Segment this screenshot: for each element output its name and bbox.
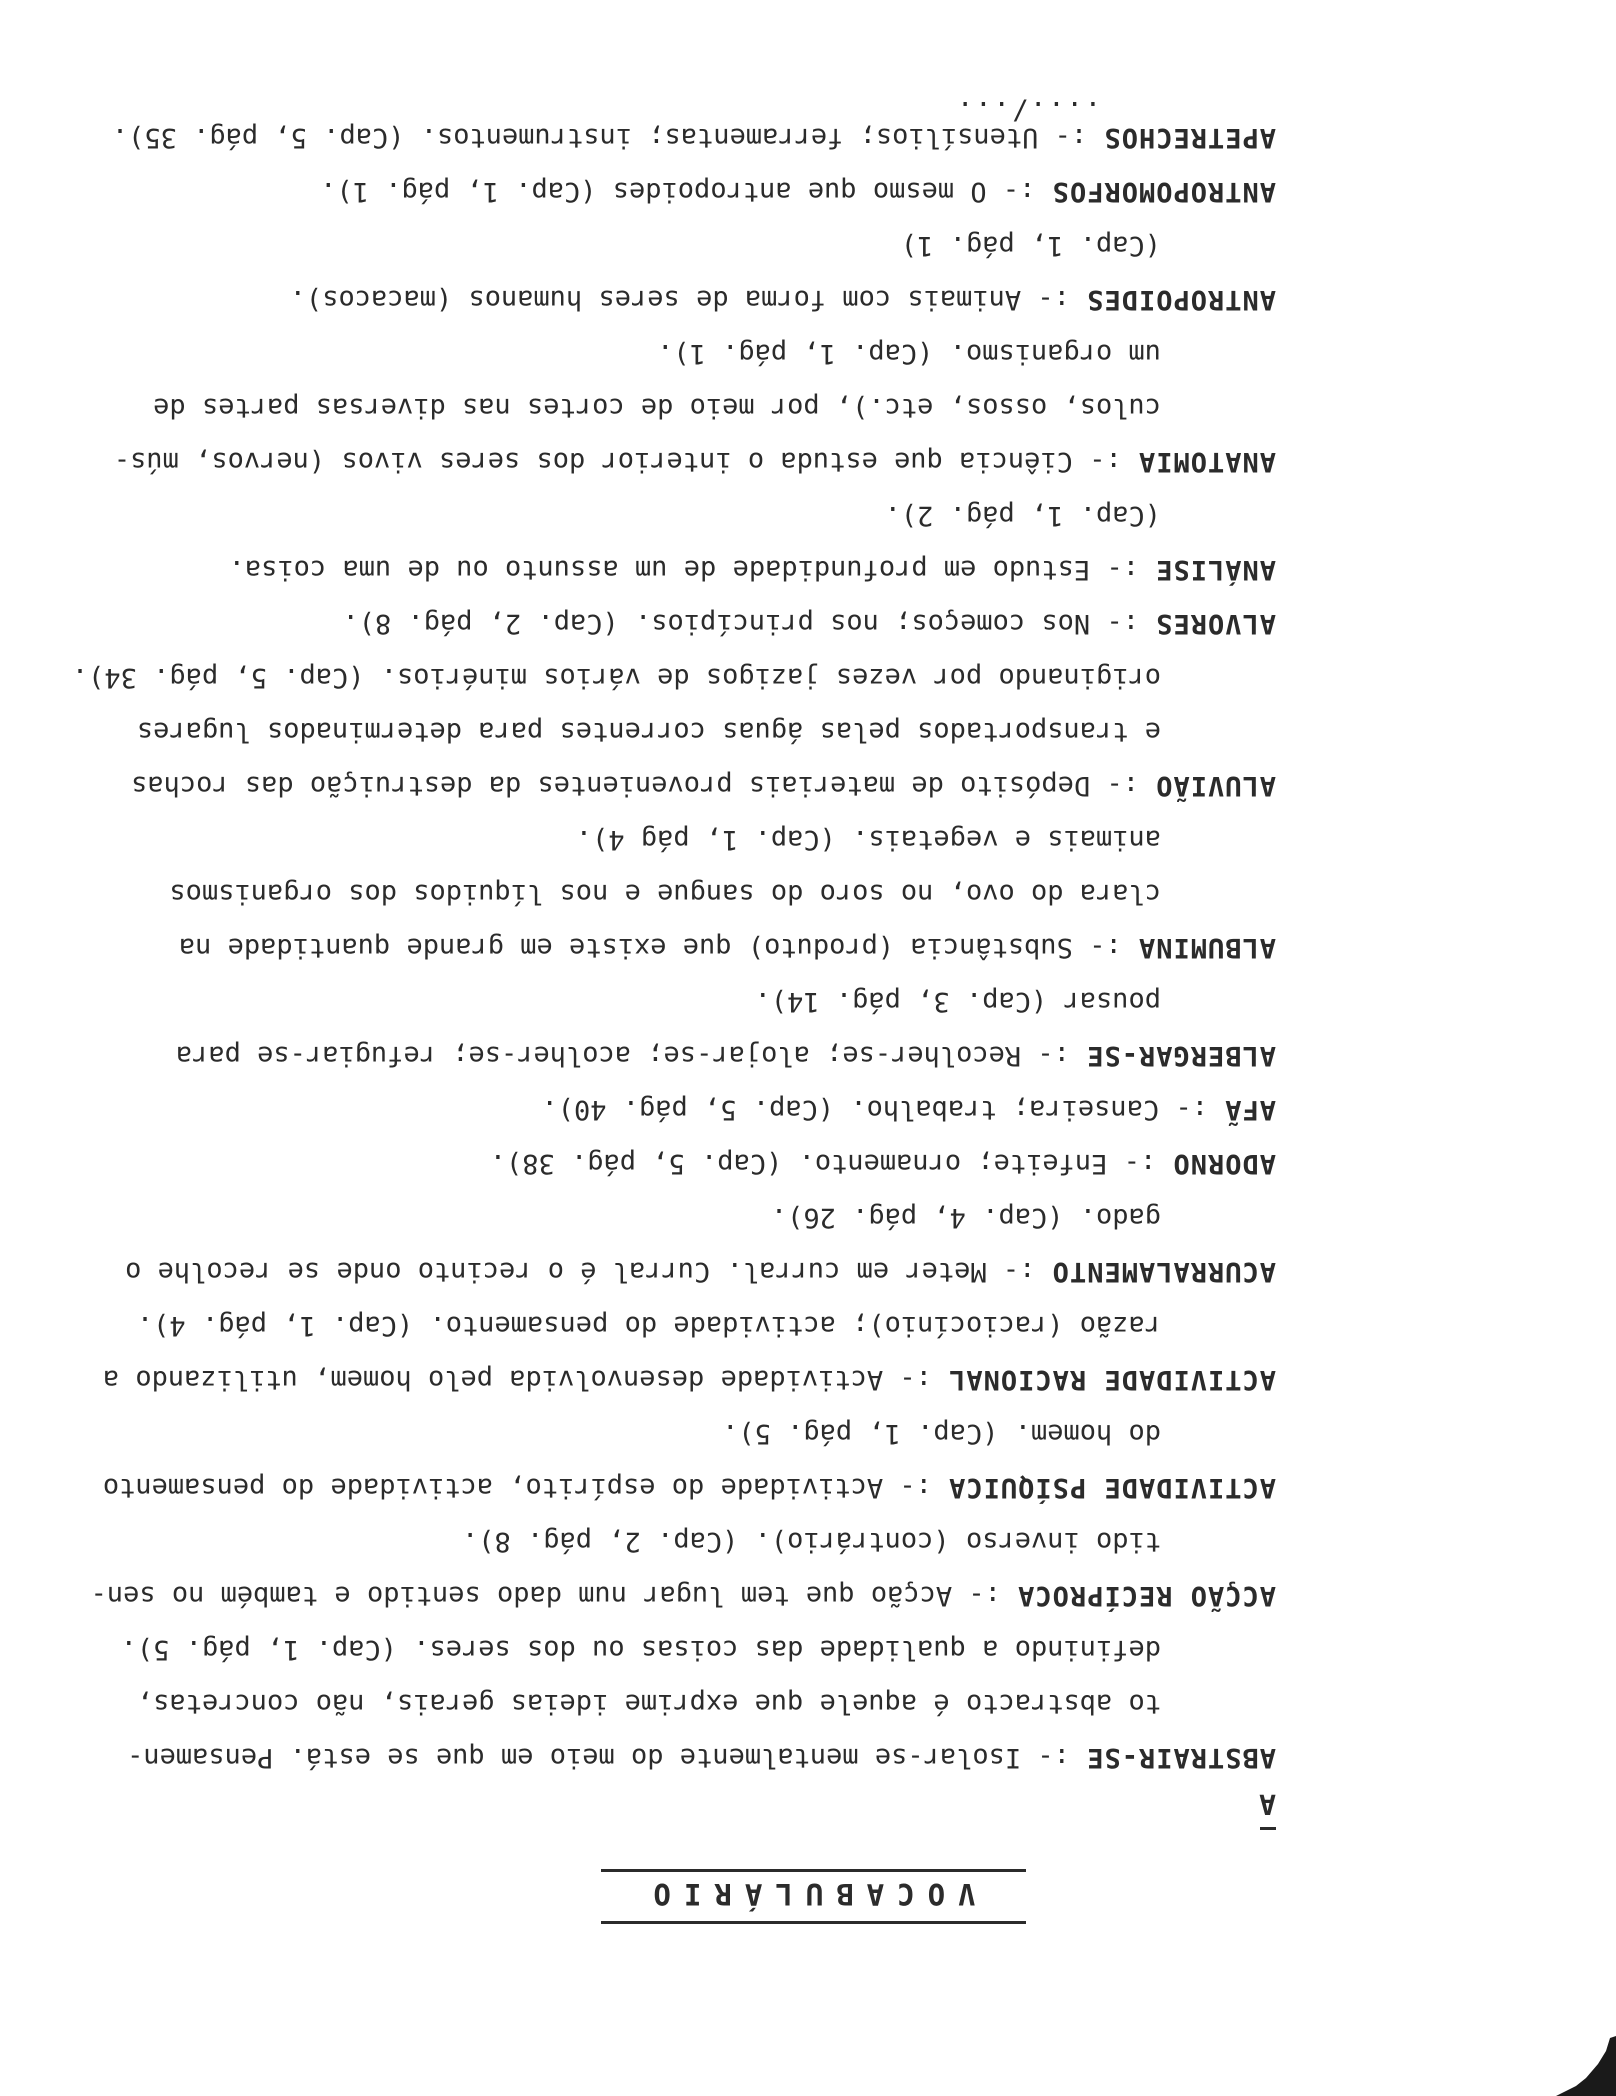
entry-list	[46, 110, 1276, 1784]
entry-first-line	[46, 434, 1276, 488]
entry-definition: :- Estudo em profundidade de um assunto ou de uma coisa.	[228, 554, 1156, 585]
entry-continuation-line: gado. (Cap. 4, pág. 26).	[770, 1202, 1161, 1233]
entry-continuation-line: do homem. (Cap. 1, pág. 5).	[722, 1418, 1161, 1449]
vocab-entry	[46, 1298, 1276, 1406]
entry-term: ABSTRAIR-SE	[1086, 1742, 1276, 1773]
entry-first-line	[46, 164, 1276, 218]
vocab-entry	[46, 650, 1276, 812]
entry-first-line	[46, 542, 1276, 596]
entry-term: ACTIVIDADE RACIONAL	[948, 1364, 1276, 1395]
entry-term: ACURRALAMENTO	[1051, 1256, 1276, 1287]
vocab-entry	[46, 1136, 1276, 1190]
entry-term: ADORNO	[1172, 1148, 1276, 1179]
vocab-entry	[46, 974, 1276, 1082]
section-rule	[1260, 1827, 1276, 1830]
entry-continuation-line: animais e vegetais. (Cap. 1, pág 4).	[575, 824, 1161, 855]
entry-definition: :- Enfeite; ornamento. (Cap. 5, pág. 38).	[489, 1148, 1173, 1179]
entry-term: ALBUMINA	[1137, 932, 1276, 963]
vocab-entry	[46, 218, 1276, 326]
entry-first-line	[46, 758, 1276, 812]
entry-first-line	[46, 1082, 1276, 1136]
continuation-mark: ..../...	[954, 95, 1101, 126]
entry-definition: :- Substância (produto) que existe em grande quantidade na	[178, 932, 1138, 963]
entry-continuation-line: to abstracto é aquele que exprime ideias gerais, não concretas,	[136, 1688, 1161, 1719]
entry-first-line	[46, 1730, 1276, 1784]
entry-term: AFÃ	[1224, 1094, 1276, 1125]
entry-definition: :- Depósito de materiais provenientes da destruição das rochas	[131, 770, 1156, 801]
vocab-entry	[46, 812, 1276, 974]
entry-term: ANTROPOMORFOS	[1051, 176, 1276, 207]
entry-term: ALBERGAR-SE	[1086, 1040, 1276, 1071]
vocab-entry	[46, 1514, 1276, 1622]
title-rule-bottom	[601, 1869, 1026, 1872]
vocab-entry	[46, 326, 1276, 488]
vocab-entry	[46, 1622, 1276, 1784]
entry-definition: :- O mesmo que antropoides (Cap. 1, pág. 1).	[320, 176, 1052, 207]
entry-definition: :- Actividade do espírito, actividade do pensamento	[102, 1472, 949, 1503]
entry-continuation-line: definindo a qualidade das coisas ou dos seres. (Cap. 1, pág. 5).	[120, 1634, 1161, 1665]
entry-first-line	[46, 920, 1276, 974]
vocab-entry	[46, 596, 1276, 650]
entry-definition: :- Meter em curral. Curral é o recinto onde se recolhe o	[125, 1256, 1052, 1287]
vocab-entry	[46, 1406, 1276, 1514]
entry-term: ANÁLISE	[1155, 554, 1276, 585]
entry-first-line	[46, 1460, 1276, 1514]
entry-continuation-line: razão (raciocínio); actividade do pensamento. (Cap. 1, pág. 4).	[136, 1310, 1161, 1341]
entry-term: ACTIVIDADE PSÍQUICA	[948, 1472, 1276, 1503]
entry-definition: :- Nos começos; nos princípios. (Cap. 2, pág. 8).	[342, 608, 1156, 639]
section-letter: A	[1259, 1788, 1276, 1821]
vocab-entry	[46, 488, 1276, 596]
vocab-entry	[46, 1082, 1276, 1136]
entry-first-line	[46, 272, 1276, 326]
vocab-entry	[46, 164, 1276, 218]
entry-continuation-line: pousar (Cap. 3, pág. 14).	[754, 986, 1161, 1017]
entry-continuation-line: originando por vezes jazigos de vários minérios. (Cap. 5, pág. 34).	[71, 662, 1161, 693]
entry-term: ANTROPOIDES	[1086, 284, 1276, 315]
entry-definition: :- Canseira; trabalho. (Cap. 5, pág. 40).	[541, 1094, 1225, 1125]
entry-continuation-line: e transportados pelas águas correntes para determinados lugares	[136, 716, 1161, 747]
page-title: VOCABULÁRIO	[640, 1877, 976, 1911]
vocab-entry	[46, 1190, 1276, 1298]
entry-definition: :- Acção que tem lugar num dado sentido e também no sen-	[90, 1580, 1018, 1611]
entry-term: ANATOMIA	[1137, 446, 1276, 477]
entry-term: APETRECHOS	[1103, 122, 1276, 153]
entry-continuation-line: (Cap. 1, pág. 1)	[900, 230, 1161, 261]
entry-first-line	[46, 596, 1276, 650]
title-rule-top	[601, 1921, 1026, 1924]
entry-first-line	[46, 1244, 1276, 1298]
entry-definition: :- Actividade desenvolvida pelo homem, utilizando a	[102, 1364, 949, 1395]
corner-mark	[1556, 2036, 1616, 2096]
entry-term: ACÇÃO RECÍPROCA	[1017, 1580, 1276, 1611]
entry-first-line	[46, 1568, 1276, 1622]
entry-first-line	[46, 1352, 1276, 1406]
entry-continuation-line: um organismo. (Cap. 1, pág. 1).	[657, 338, 1161, 369]
entry-definition: :- Ciência que estuda o interior dos seres vivos (nervos, mús-	[113, 446, 1138, 477]
entry-first-line	[46, 1136, 1276, 1190]
entry-definition: :- Animais com forma de seres humanos (macacos).	[289, 284, 1087, 315]
entry-continuation-line: tido inverso (contrário). (Cap. 2, pág. 8).	[462, 1526, 1161, 1557]
entry-definition: :- Utensílios; ferramentas; instrumentos. (Cap. 5, pág. 35).	[111, 122, 1104, 153]
entry-term: ALUVIÃO	[1155, 770, 1276, 801]
entry-definition: :- Isolar-se mentalmente do meio em que se está. Pensamen-	[127, 1742, 1087, 1773]
entry-continuation-line: (Cap. 1, pág. 2).	[884, 500, 1161, 531]
entry-definition: :- Recolher-se; alojar-se; acolher-se; refugiar-se para	[175, 1040, 1087, 1071]
entry-continuation-line: clara do ovo, no soro do sangue e nos líquidos dos organismos	[169, 878, 1161, 909]
entry-continuation-line: culos, ossos, etc.), por meio de cortes nas diversas partes de	[153, 392, 1161, 423]
entry-first-line	[46, 1028, 1276, 1082]
entry-term: ALVORES	[1155, 608, 1276, 639]
